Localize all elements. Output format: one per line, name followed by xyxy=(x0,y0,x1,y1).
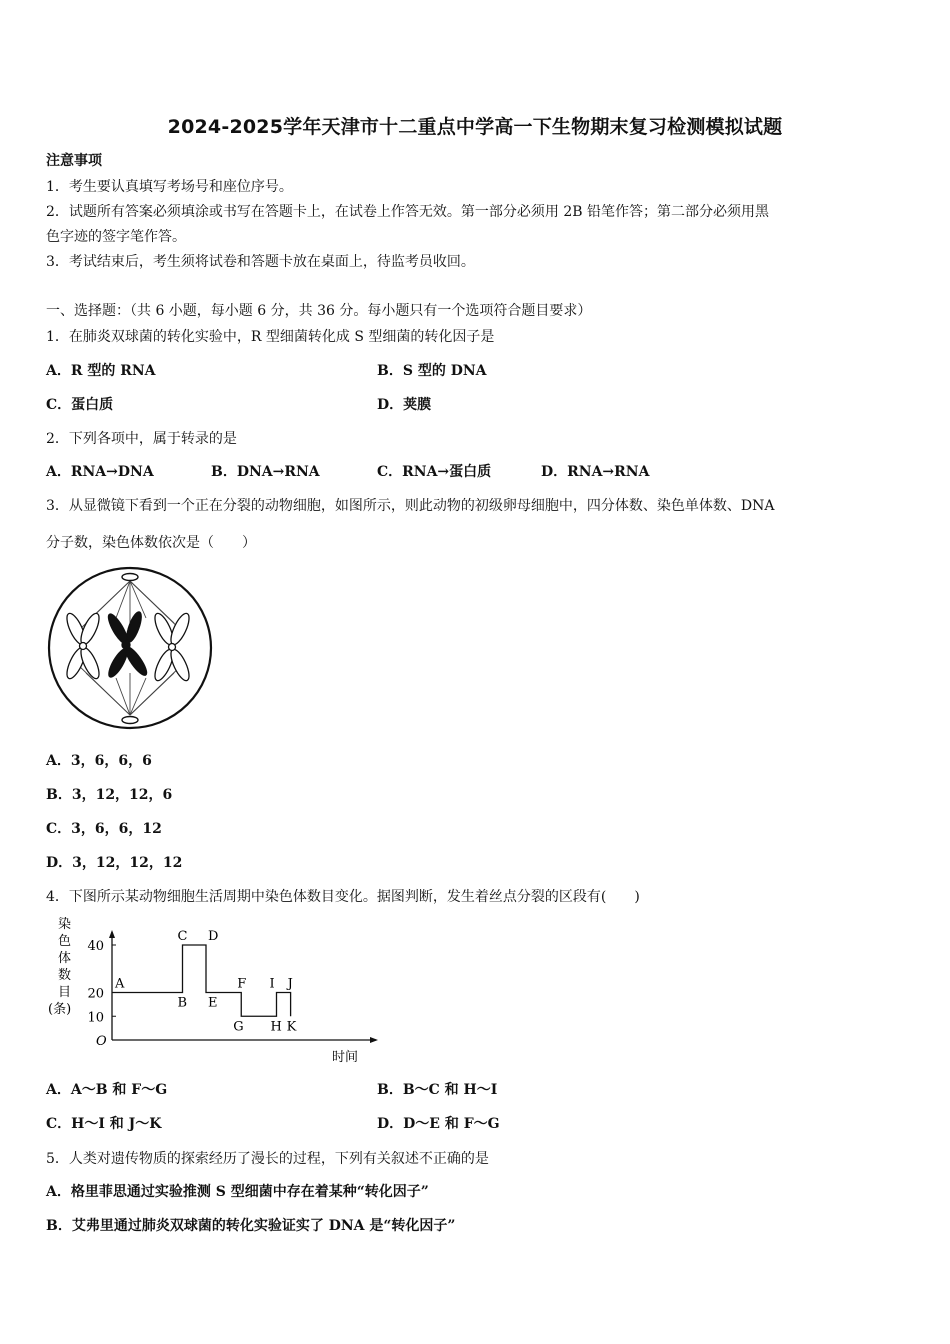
centriole-top xyxy=(122,574,138,581)
centriole-bottom xyxy=(122,717,138,724)
y-axis-label xyxy=(48,916,71,1017)
y-label-char: 目 xyxy=(58,985,72,1000)
q2-option-d: D．RNA→RNA xyxy=(541,464,650,480)
point-label-d: D xyxy=(208,929,219,944)
point-label-j: J xyxy=(287,976,293,992)
notice-heading: 注意事项 xyxy=(46,153,102,169)
q4-option-b: B．B～C 和 H～I xyxy=(377,1082,498,1098)
notice-item-1: 1．考生要认真填写考场号和座位序号。 xyxy=(46,179,293,195)
point-label-g: G xyxy=(233,1019,244,1035)
dividing-cell-figure xyxy=(46,563,216,733)
question-1-stem: 1．在肺炎双球菌的转化实验中，R 型细菌转化成 S 型细菌的转化因子是 xyxy=(46,329,495,345)
page-title: 2024-2025学年天津市十二重点中学高一下生物期末复习检测模拟试题 xyxy=(167,116,783,138)
q1-option-c: C．蛋白质 xyxy=(46,397,114,413)
q3-option-c: C．3，6，6，12 xyxy=(46,821,162,837)
y-label-char: 体 xyxy=(58,951,72,966)
q4-option-a: A．A～B 和 F～G xyxy=(46,1082,168,1098)
point-label-a: A xyxy=(115,976,125,992)
q5-option-a: A．格里菲思通过实验推测 S 型细菌中存在着某种“转化因子” xyxy=(46,1184,429,1200)
q1-option-b: B．S 型的 DNA xyxy=(377,363,487,379)
point-label-c: C xyxy=(177,929,188,944)
chromosome-count-chart xyxy=(46,912,391,1064)
q2-option-b: B．DNA→RNA xyxy=(211,464,320,480)
notice-item-3: 3．考试结束后，考生须将试卷和答题卡放在桌面上，待监考员收回。 xyxy=(46,254,475,270)
point-label-k: K xyxy=(286,1019,297,1035)
y-label-char: 染 xyxy=(58,917,72,932)
q4-option-d: D．D～E 和 F～G xyxy=(377,1116,500,1132)
point-label-i: I xyxy=(269,976,275,992)
question-3-stem-line1: 3．从显微镜下看到一个正在分裂的动物细胞，如图所示，则此动物的初级卵母细胞中，四分体数、染色单体数、DNA xyxy=(46,498,775,514)
y-tick-label: 20 xyxy=(87,986,104,1002)
q2-option-c: C．RNA→蛋白质 xyxy=(377,464,492,480)
point-label-h: H xyxy=(270,1019,282,1035)
section-heading: 一、选择题：（共 6 小题，每小题 6 分，共 36 分。每小题只有一个选项符合题目要求） xyxy=(46,303,592,319)
chromosome-count-line xyxy=(112,945,291,1016)
x-axis xyxy=(112,1037,378,1043)
q5-option-b: B．艾弗里通过肺炎双球菌的转化实验证实了 DNA 是“转化因子” xyxy=(46,1218,456,1234)
origin-label: O xyxy=(96,1034,107,1049)
question-4-stem: 4．下图所示某动物细胞生活周期中染色体数目变化。据图判断，发生着丝点分裂的区段有( ) xyxy=(46,889,640,905)
y-tick-label: 10 xyxy=(87,1010,104,1026)
q1-option-a: A．R 型的 RNA xyxy=(46,363,156,379)
notice-item-2-cont: 色字迹的签字笔作答。 xyxy=(46,229,186,245)
point-label-e: E xyxy=(208,995,218,1011)
y-label-char: 色 xyxy=(58,934,72,949)
q3-option-a: A．3，6，6，6 xyxy=(46,753,152,769)
chromosome-left xyxy=(63,611,102,681)
point-label-f: F xyxy=(237,976,247,992)
question-2-stem: 2．下列各项中，属于转录的是 xyxy=(46,431,237,447)
question-5-stem: 5．人类对遗传物质的探索经历了漫长的过程，下列有关叙述不正确的是 xyxy=(46,1151,489,1167)
chromosome-middle xyxy=(105,610,150,679)
question-3-stem-line2: 分子数，染色体数依次是（ ） xyxy=(46,535,256,551)
q4-option-c: C．H～I 和 J～K xyxy=(46,1116,162,1132)
q3-option-b: B．3，12，12，6 xyxy=(46,787,173,803)
y-label-char: 数 xyxy=(58,968,72,983)
y-tick-label: 40 xyxy=(87,939,104,954)
notice-item-2: 2．试题所有答案必须填涂或书写在答题卡上，在试卷上作答无效。第一部分必须用 2B 铅笔作答；第二部分必须用黑 xyxy=(46,204,769,220)
point-label-b: B xyxy=(177,995,188,1011)
q2-option-a: A．RNA→DNA xyxy=(46,464,154,480)
q3-option-d: D．3，12，12，12 xyxy=(46,855,183,871)
y-label-char: (条) xyxy=(48,1002,72,1017)
x-axis-label: 时间 xyxy=(332,1050,359,1064)
q1-option-d: D．荚膜 xyxy=(377,397,432,413)
